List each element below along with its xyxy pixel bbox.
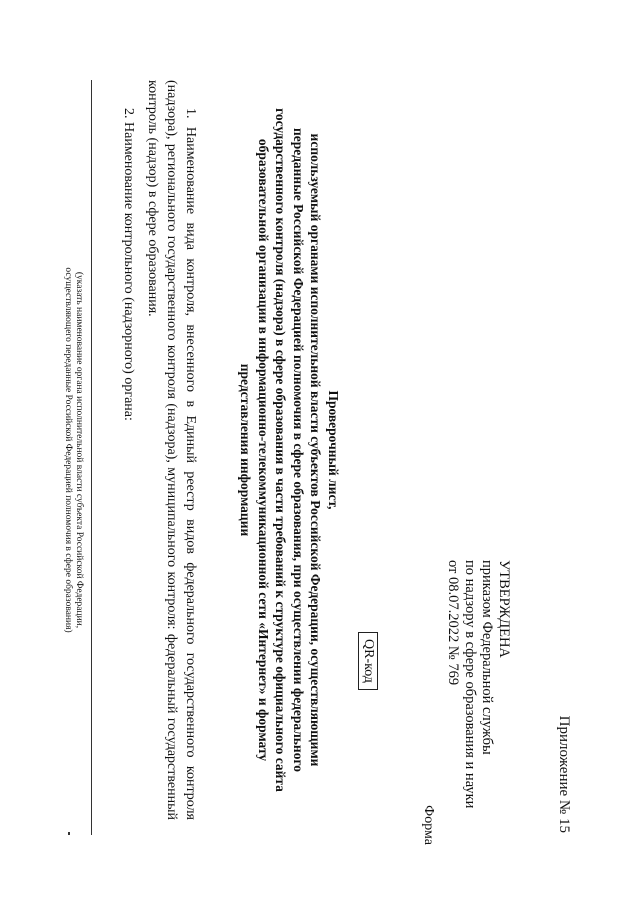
fill-in-line xyxy=(91,80,92,835)
approval-heading: УТВЕРЖДЕНА xyxy=(496,560,512,658)
document-title xyxy=(237,70,342,830)
appendix-number: Приложение № 15 xyxy=(556,715,572,833)
title-line: используемый органами исполнительной власти субъектов Российской Федерации, осуществляющими xyxy=(308,133,324,767)
qr-code-box: QR-код xyxy=(358,632,378,690)
line-end-mark xyxy=(68,832,70,835)
title-line: представления информации xyxy=(238,363,254,537)
item-2-paragraph: 2. Наименование контрольного (надзорного) органа: xyxy=(121,108,136,421)
approval-block xyxy=(444,560,512,808)
title-line: государственного контроля (надзора) в сфере образования в части требований к структуре официального сайта xyxy=(273,108,289,792)
title-line: образовательной организации в информационно-телекоммуникационной сети «Интернет» и формату xyxy=(256,138,271,762)
item-1-paragraph: 1. Наименование вида контроля, внесенного в Единый реестр видов федерального государственного контроля (надзора), регионального государственного контроля (надзора), муниципального контроля: федеральный государственный контроль (надзор) в сфере образования. xyxy=(145,80,198,820)
approval-line: от 08.07.2022 № 769 xyxy=(445,560,461,686)
title-line: переданные Российской Федерацией полномочия в сфере образования, при осуществлении федерального xyxy=(291,127,306,773)
footnote-line: осуществляющего переданные Российской Федерацией полномочия в сфере образования) xyxy=(63,267,73,633)
footnote-line: (указать наименование органа исполнительной власти субъекта Российской Федерации, xyxy=(74,271,84,629)
approval-line: приказом Федеральной службы xyxy=(479,560,495,755)
form-label: Форма xyxy=(421,805,436,845)
footnote xyxy=(62,100,84,800)
approval-line: по надзору в сфере образования и науки xyxy=(462,560,478,809)
title-line: Проверочный лист, xyxy=(326,390,341,510)
